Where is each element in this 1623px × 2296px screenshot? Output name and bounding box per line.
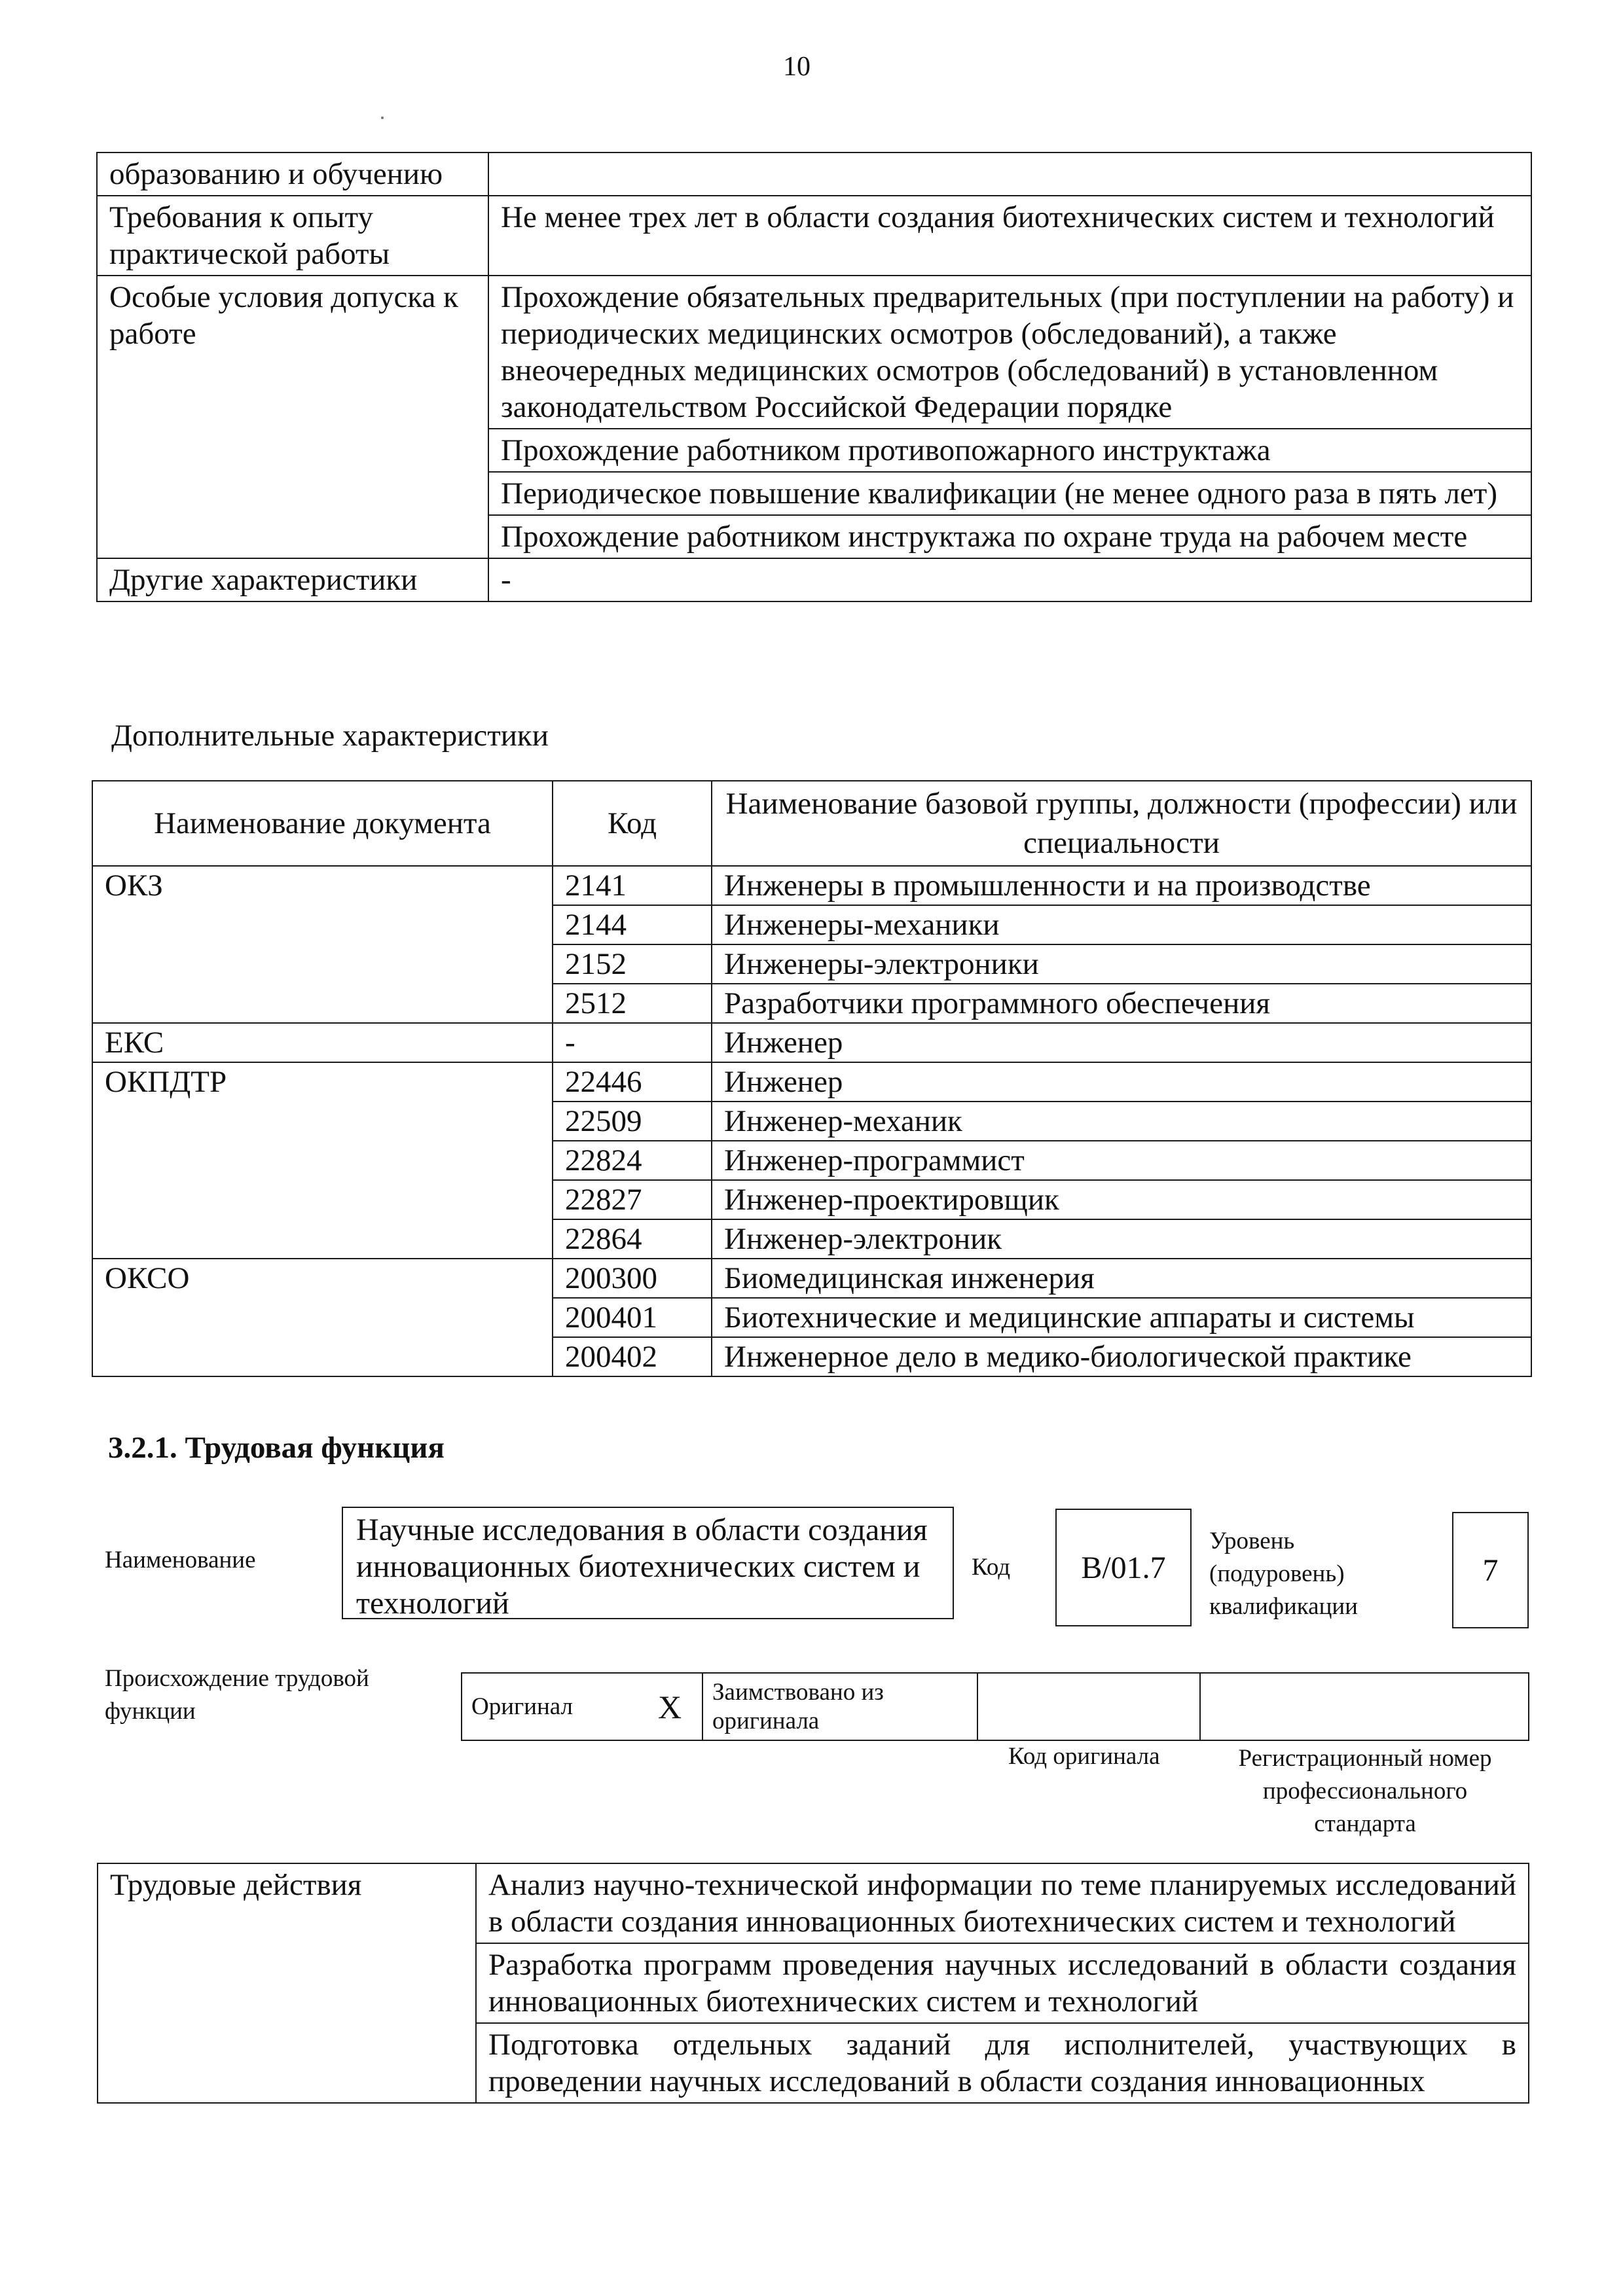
doc-name: ОКПДТР	[92, 1062, 553, 1259]
doc-name: ЕКС	[92, 1023, 553, 1062]
section-title: 3.2.1. Трудовая функция	[108, 1431, 445, 1465]
table-row	[92, 866, 1531, 905]
code-label: Код	[972, 1554, 1011, 1581]
code-cell: 22446	[553, 1062, 712, 1102]
code-cell: 2141	[553, 866, 712, 905]
code-cell: 22824	[553, 1141, 712, 1180]
table-row	[92, 1259, 1531, 1298]
code-cell: 200401	[553, 1298, 712, 1337]
table-row	[92, 1062, 1531, 1102]
name-cell: Инженер-электроник	[712, 1219, 1531, 1259]
table-row	[98, 1863, 1529, 1943]
name-cell: Инженеры в промышленности и на производстве	[712, 866, 1531, 905]
special-condition: Периодическое повышение квалификации (не менее одного раза в пять лет)	[488, 472, 1531, 515]
name-cell: Биотехнические и медицинские аппараты и системы	[712, 1298, 1531, 1337]
code-cell: -	[553, 1023, 712, 1062]
code-cell: 22509	[553, 1102, 712, 1141]
additional-characteristics-title: Дополнительные характеристики	[111, 719, 549, 753]
table-row	[97, 276, 1531, 429]
table-header-row	[92, 781, 1531, 866]
labor-action: Разработка программ проведения научных исследований в области создания инновационных биотехнических систем и технологий	[476, 1943, 1529, 2023]
code-cell: 22864	[553, 1219, 712, 1259]
code-cell: 2152	[553, 944, 712, 984]
function-code-box: B/01.7	[1055, 1509, 1192, 1626]
code-cell: 2144	[553, 905, 712, 944]
name-cell: Инженеры-механики	[712, 905, 1531, 944]
name-cell: Биомедицинская инженерия	[712, 1259, 1531, 1298]
name-cell: Инженер-программист	[712, 1141, 1531, 1180]
labor-action: Анализ научно-технической информации по теме планируемых исследований в области создания инновационных биотехнических систем и технологий	[476, 1863, 1529, 1943]
special-condition: Прохождение обязательных предварительных (при поступлении на работу) и периодических медицинских осмотров (обследований), а также внеочередных медицинских осмотров (обследований) в установленном законодательством Российской Федерации порядке	[488, 276, 1531, 429]
column-header: Наименование документа	[92, 781, 553, 866]
code-cell: 22827	[553, 1180, 712, 1219]
name-cell: Инженерное дело в медико-биологической практике	[712, 1337, 1531, 1376]
registration-number-cell	[1200, 1673, 1529, 1740]
origin-borrowed-cell: Заимствовано из оригинала	[702, 1673, 977, 1740]
labor-action: Подготовка отдельных заданий для исполнителей, участвующих в проведении научных исследований в области создания инновационных	[476, 2023, 1529, 2103]
origin-label: Происхождение трудовой функции	[105, 1665, 369, 1725]
qualification-level-label: Уровень (подуровень) квалификации	[1209, 1528, 1358, 1620]
special-condition: Прохождение работником инструктажа по охране труда на рабочем месте	[488, 515, 1531, 558]
name-cell: Разработчики программного обеспечения	[712, 984, 1531, 1023]
code-cell: 200300	[553, 1259, 712, 1298]
doc-name: ОКЗ	[92, 866, 553, 1023]
table-row	[462, 1673, 1529, 1740]
experience-label: Требования к опыту практической работы	[97, 196, 488, 276]
name-cell: Инженер-механик	[712, 1102, 1531, 1141]
name-label: Наименование	[105, 1547, 256, 1573]
additional-characteristics-table	[92, 780, 1532, 1377]
code-cell: 2512	[553, 984, 712, 1023]
labor-actions-label: Трудовые действия	[98, 1863, 476, 2103]
experience-value: Не менее трех лет в области создания биотехнических систем и технологий	[488, 196, 1531, 276]
name-cell: Инженер	[712, 1023, 1531, 1062]
column-header: Наименование базовой группы, должности (профессии) или специальности	[712, 781, 1531, 866]
function-name-box: Научные исследования в области создания инновационных биотехнических систем и технологий	[342, 1507, 954, 1619]
doc-name: ОКСО	[92, 1259, 553, 1376]
other-label: Другие характеристики	[97, 558, 488, 601]
table-row	[97, 196, 1531, 276]
table-row	[97, 558, 1531, 601]
original-code-caption: Код оригинала	[1008, 1743, 1160, 1770]
qualification-level-box: 7	[1452, 1512, 1529, 1628]
page-number: 10	[783, 52, 811, 82]
name-cell: Инженер-проектировщик	[712, 1180, 1531, 1219]
code-cell: 200402	[553, 1337, 712, 1376]
name-cell: Инженер	[712, 1062, 1531, 1102]
registration-number-caption: Регистрационный номер профессионального стандарта	[1238, 1745, 1492, 1837]
column-header: Код	[553, 781, 712, 866]
other-value: -	[488, 558, 1531, 601]
special-conditions-label: Особые условия допуска к работе	[97, 276, 488, 558]
labor-actions-table	[97, 1863, 1529, 2104]
special-condition: Прохождение работником противопожарного инструктажа	[488, 429, 1531, 472]
scan-speck	[381, 117, 384, 119]
education-label: образованию и обучению	[97, 152, 488, 196]
table-row	[97, 152, 1531, 196]
origin-mark: X	[638, 1673, 702, 1740]
requirements-table	[96, 152, 1532, 602]
name-cell: Инженеры-электроники	[712, 944, 1531, 984]
education-value	[488, 152, 1531, 196]
original-code-cell	[977, 1673, 1200, 1740]
table-row	[92, 1023, 1531, 1062]
origin-original-cell: Оригинал	[462, 1673, 638, 1740]
origin-table	[461, 1672, 1529, 1741]
